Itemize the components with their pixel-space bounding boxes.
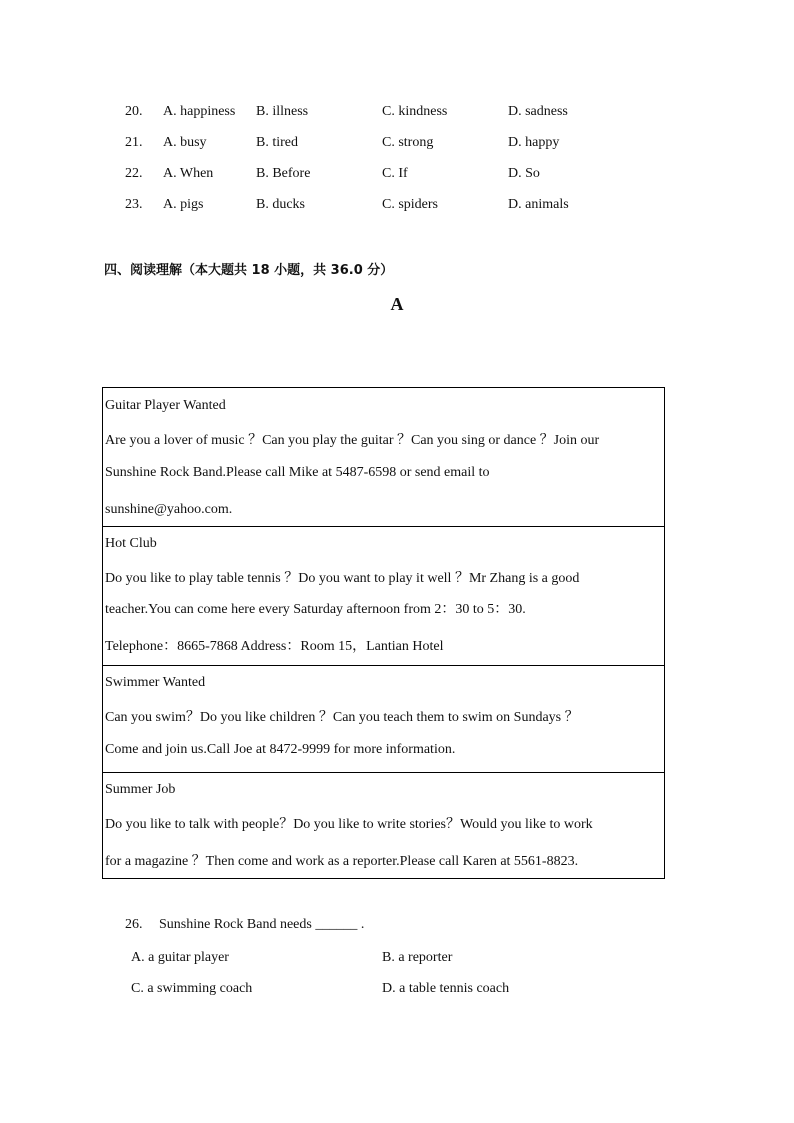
question-number: 22. xyxy=(125,166,143,181)
ad-cell-swimmer xyxy=(103,665,664,772)
option-b: B. tired xyxy=(256,135,298,150)
option-d: D. sadness xyxy=(508,104,568,119)
option-d: D. animals xyxy=(508,197,569,212)
option-d: D. happy xyxy=(508,135,560,150)
ad-line: Are you a lover of music ？Can you play the guitar ？Can you sing or dance ？Join our xyxy=(105,433,600,448)
ad-title: Swimmer Wanted xyxy=(105,675,206,690)
answer-option-d: D. a table tennis coach xyxy=(382,981,510,996)
ad-title: Guitar Player Wanted xyxy=(105,398,226,413)
ad-line: Come and join us.Call Joe at 8472-9999 for more information. xyxy=(105,742,456,757)
question-number: 20. xyxy=(125,104,143,119)
option-b: B. illness xyxy=(256,104,309,119)
ad-cell-hot-club xyxy=(103,526,664,665)
option-b: B. Before xyxy=(256,166,311,181)
ad-line: sunshine@yahoo.com. xyxy=(105,502,233,517)
option-a: A. pigs xyxy=(163,197,204,212)
option-c: C. strong xyxy=(382,135,434,150)
passage-title: A xyxy=(390,294,404,314)
ad-title: Summer Job xyxy=(105,782,176,797)
ad-line: Do you like to play table tennis ？Do you want to play it well ？Mr Zhang is a good xyxy=(105,571,580,586)
section-heading: 四、阅读理解（本大题共 18 小题，共 36.0 分） xyxy=(104,263,394,278)
option-c: C. spiders xyxy=(382,197,438,212)
option-a: A. When xyxy=(163,166,214,181)
option-a: A. busy xyxy=(163,135,207,150)
ad-line: Do you like to talk with people？Do you like to write stories？Would you like to work xyxy=(105,817,593,832)
question-26 xyxy=(125,917,365,933)
option-a: A. happiness xyxy=(163,104,236,119)
ad-table xyxy=(102,387,665,879)
ad-title: Hot Club xyxy=(105,536,157,551)
answer-option-a: A. a guitar player xyxy=(131,950,229,965)
option-c: C. If xyxy=(382,166,408,181)
question-number: 26. xyxy=(125,917,143,932)
option-c: C. kindness xyxy=(382,104,448,119)
ad-line: Can you swim？Do you like children ？Can you teach them to swim on Sundays ？ xyxy=(105,710,579,725)
option-d: D. So xyxy=(508,166,540,181)
option-row-20 xyxy=(0,104,794,124)
question-number: 21. xyxy=(125,135,143,150)
ad-cell-summer-job xyxy=(103,772,664,878)
option-row-21 xyxy=(0,135,794,155)
ad-line: Sunshine Rock Band.Please call Mike at 5487-6598 or send email to xyxy=(105,465,490,480)
option-row-22 xyxy=(0,166,794,186)
answer-option-b: B. a reporter xyxy=(382,950,453,965)
option-b: B. ducks xyxy=(256,197,305,212)
ad-cell-guitar-player xyxy=(103,388,664,526)
ad-line: Telephone：8665-7868 Address：Room 15，Lantian Hotel xyxy=(105,639,444,654)
answer-option-c: C. a swimming coach xyxy=(131,981,253,996)
ad-line: for a magazine ？Then come and work as a reporter.Please call Karen at 5561-8823. xyxy=(105,854,579,869)
option-row-23 xyxy=(0,197,794,217)
ad-line: teacher.You can come here every Saturday afternoon from 2：30 to 5：30. xyxy=(105,602,526,617)
question-stem: Sunshine Rock Band needs ______ . xyxy=(159,917,365,932)
question-number: 23. xyxy=(125,197,143,212)
